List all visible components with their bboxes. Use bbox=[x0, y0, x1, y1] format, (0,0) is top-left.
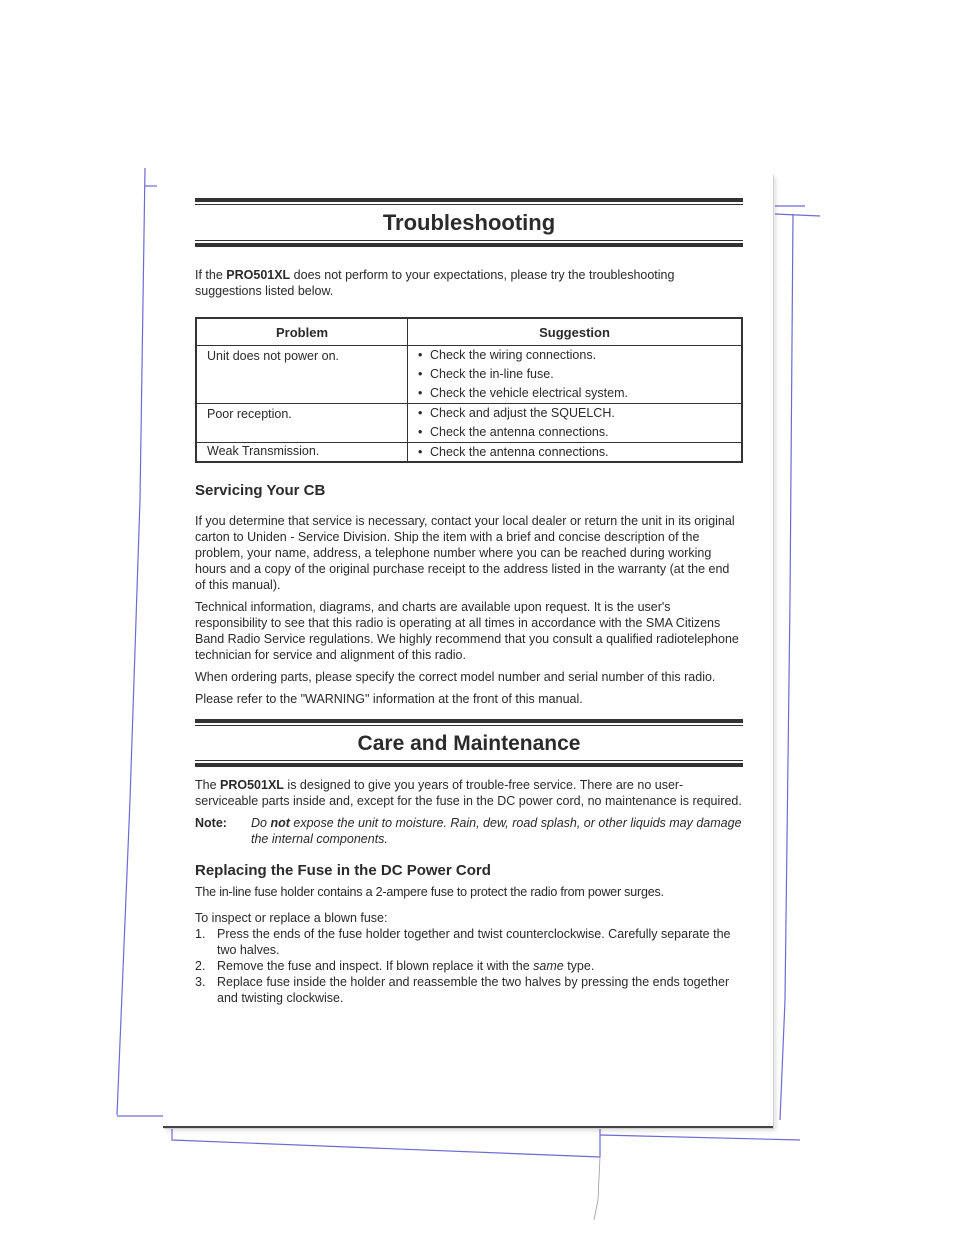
step-text: Replace fuse inside the holder and reassemble the two halves by pressing the ends together and twisting clockwise. bbox=[217, 975, 730, 1005]
suggestion-cell bbox=[408, 346, 743, 404]
servicing-paragraph-2: Technical information, diagrams, and charts are available upon request. It is the user's responsibility to see that this radio is operating at all times in accordance with the SMA Citizens Band Radio Service regulations. We highly recommend that you consult a qualified radiotelephone technician for service and alignment of this radio. bbox=[195, 600, 739, 662]
list-item bbox=[195, 926, 743, 958]
servicing-heading: Servicing Your CB bbox=[195, 482, 326, 499]
bullet-icon: • bbox=[418, 367, 423, 381]
note-text-bold: not bbox=[270, 816, 290, 830]
suggestion-item bbox=[408, 346, 741, 365]
suggestion-text: Check the antenna connections. bbox=[430, 445, 609, 459]
intro-text-post: does not perform to your expectations, please try the troubleshooting suggestions listed below. bbox=[195, 268, 675, 298]
suggestion-item bbox=[408, 404, 741, 423]
table-header-row bbox=[196, 318, 742, 346]
header-problem: Problem bbox=[196, 318, 408, 346]
troubleshooting-header bbox=[195, 198, 743, 247]
problem-cell: Poor reception. bbox=[196, 404, 408, 443]
step-number: 3. bbox=[195, 975, 206, 989]
care-title: Care and Maintenance bbox=[357, 732, 581, 755]
table-row bbox=[196, 404, 742, 443]
suggestion-item bbox=[408, 365, 741, 384]
note-text-post: expose the unit to moisture. Rain, dew, road splash, or other liquids may damage the internal components. bbox=[251, 816, 742, 846]
suggestion-text: Check the vehicle electrical system. bbox=[430, 386, 628, 400]
table-row bbox=[196, 443, 742, 463]
suggestion-text: Check the wiring connections. bbox=[430, 348, 597, 362]
header-rule-bottom-thin bbox=[195, 240, 743, 241]
troubleshooting-table bbox=[195, 317, 743, 463]
bullet-icon: • bbox=[418, 425, 423, 439]
step-text: Press the ends of the fuse holder together and twist counterclockwise. Carefully separate the two halves. bbox=[217, 927, 731, 957]
header-suggestion: Suggestion bbox=[408, 318, 743, 346]
suggestion-item bbox=[408, 384, 741, 403]
list-item bbox=[195, 958, 743, 974]
step-number: 2. bbox=[195, 959, 206, 973]
suggestion-cell bbox=[408, 404, 743, 443]
note-text bbox=[251, 815, 743, 847]
problem-cell: Weak Transmission. bbox=[196, 443, 408, 463]
fuse-paragraph-2: To inspect or replace a blown fuse: bbox=[195, 911, 388, 925]
header-rule-bottom bbox=[195, 763, 743, 767]
step-number: 1. bbox=[195, 927, 206, 941]
care-header bbox=[195, 719, 743, 767]
suggestion-cell bbox=[408, 443, 743, 463]
note-label: Note: bbox=[195, 816, 227, 830]
step-text-post: type. bbox=[563, 959, 595, 973]
header-rule-bottom bbox=[195, 243, 743, 247]
model-name: PRO501XL bbox=[226, 268, 291, 282]
suggestion-text: Check the in-line fuse. bbox=[430, 367, 554, 381]
note bbox=[195, 815, 743, 847]
header-rule-top-thin bbox=[195, 725, 743, 726]
suggestion-text: Check and adjust the SQUELCH. bbox=[430, 406, 615, 420]
care-intro-pre: The bbox=[195, 778, 221, 792]
fuse-steps bbox=[195, 926, 743, 1006]
header-rule-top-thin bbox=[195, 204, 743, 205]
care-intro-post: is designed to give you years of trouble-free service. There are no user-serviceable parts inside and, except for the fuse in the DC power cord, no maintenance is required. bbox=[195, 778, 742, 808]
bullet-icon: • bbox=[418, 348, 423, 362]
table-row bbox=[196, 346, 742, 404]
step-text bbox=[217, 958, 594, 974]
header-rule-top bbox=[195, 198, 743, 202]
troubleshooting-title: Troubleshooting bbox=[382, 210, 556, 235]
troubleshooting-intro bbox=[195, 267, 743, 299]
fuse-paragraph-1: The in-line fuse holder contains a 2-ampere fuse to protect the radio from power surges. bbox=[195, 885, 664, 899]
bullet-icon: • bbox=[418, 445, 423, 459]
header-rule-bottom-thin bbox=[195, 760, 743, 761]
problem-cell: Unit does not power on. bbox=[196, 346, 408, 404]
bullet-icon: • bbox=[418, 386, 423, 400]
care-intro bbox=[195, 777, 743, 809]
model-name: PRO501XL bbox=[220, 778, 284, 792]
fuse-heading: Replacing the Fuse in the DC Power Cord bbox=[195, 862, 491, 879]
step-text-em: same bbox=[533, 959, 564, 973]
suggestion-item bbox=[408, 443, 741, 461]
page-content bbox=[195, 198, 743, 1006]
bullet-icon: • bbox=[418, 406, 423, 420]
suggestion-item bbox=[408, 423, 741, 442]
list-item bbox=[195, 974, 743, 1006]
servicing-paragraph-4: Please refer to the "WARNING" information at the front of this manual. bbox=[195, 692, 583, 706]
manual-page bbox=[163, 174, 773, 1128]
servicing-paragraph-3: When ordering parts, please specify the correct model number and serial number of this radio. bbox=[195, 670, 716, 684]
step-text-pre: Remove the fuse and inspect. If blown replace it with the bbox=[217, 959, 534, 973]
servicing-paragraph-1: If you determine that service is necessary, contact your local dealer or return the unit in its original carton to Uniden - Service Division. Ship the item with a brief and concise description of the problem, your name, address, a telephone number where you can be reached during working hours and a copy of the original purchase receipt to the address listed in the warranty (at the end of this manual). bbox=[195, 514, 735, 592]
suggestion-text: Check the antenna connections. bbox=[430, 425, 609, 439]
header-rule-top bbox=[195, 719, 743, 723]
note-text-pre: Do bbox=[251, 816, 271, 830]
intro-text-pre: If the bbox=[195, 268, 227, 282]
